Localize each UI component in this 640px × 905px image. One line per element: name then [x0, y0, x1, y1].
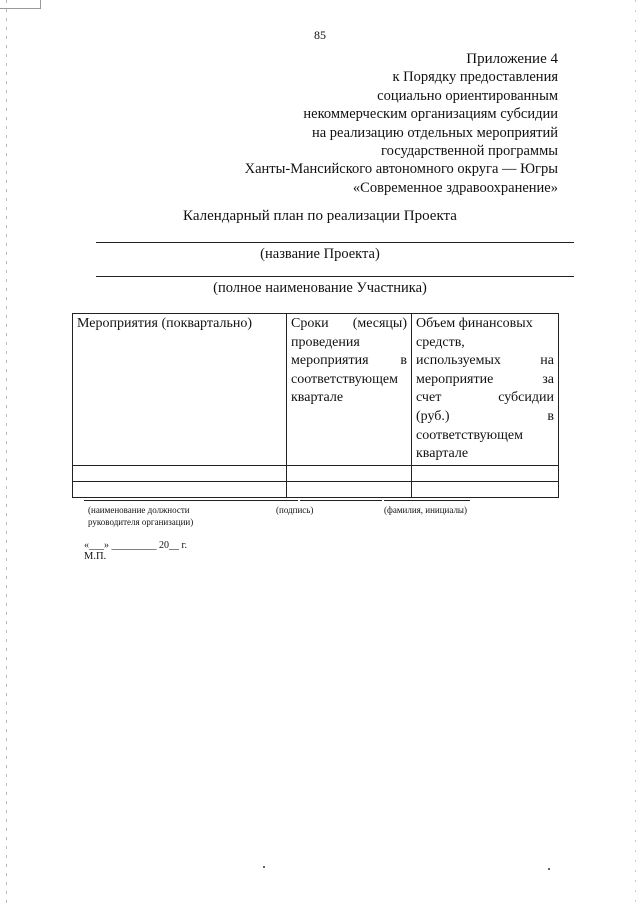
header-funding-line: квартале	[416, 446, 469, 462]
table-cell[interactable]	[287, 481, 412, 497]
signature-caption: (подпись)	[276, 505, 314, 515]
signature-line	[300, 500, 382, 501]
table-row	[73, 465, 559, 481]
header-cell-activities	[73, 314, 287, 466]
table-row	[73, 481, 559, 497]
project-name-line	[96, 242, 574, 243]
header-cell-funding	[412, 314, 559, 466]
table-cell[interactable]	[412, 465, 559, 481]
participant-name-caption: (полное наименование Участника)	[213, 280, 427, 296]
header-funding-line: средств,	[416, 334, 465, 350]
page-number: 85	[314, 28, 326, 42]
header-cell-terms	[287, 314, 412, 466]
scan-speck	[548, 868, 550, 870]
full-name-line	[384, 500, 470, 501]
position-line	[84, 500, 298, 501]
project-name-caption: (название Проекта)	[260, 246, 380, 262]
calendar-plan-table	[72, 313, 559, 498]
table-cell[interactable]	[73, 481, 287, 497]
appendix-line: «Современное здравоохранение»	[352, 179, 558, 196]
header-terms-line: соответствующем	[291, 371, 398, 387]
scan-corner-mark	[0, 0, 41, 9]
table-header-row	[73, 314, 559, 466]
header-funding-line: соответствующем	[416, 427, 523, 443]
table-cell[interactable]	[287, 465, 412, 481]
header-terms-line: проведения	[291, 334, 360, 350]
scan-edge-right	[635, 0, 636, 905]
header-activities-text: Мероприятия (поквартально)	[77, 316, 253, 331]
scan-speck	[263, 866, 265, 868]
date-field: «___» _________ 20__ г.	[84, 540, 187, 551]
plan-title: Календарный план по реализации Проекта	[183, 208, 457, 224]
appendix-line: социально ориентированным	[377, 87, 558, 104]
stamp-place: М.П.	[84, 551, 107, 562]
appendix-header	[245, 50, 558, 197]
header-funding-line: (руб.) в	[416, 408, 554, 424]
appendix-line: некоммерческим организациям субсидии	[303, 106, 558, 123]
appendix-line: к Порядку предоставления	[392, 69, 558, 86]
table-cell[interactable]	[412, 481, 559, 497]
header-funding-line: Объем финансовых	[416, 316, 533, 331]
header-terms-line: Сроки (месяцы)	[291, 316, 407, 331]
header-funding-line: мероприятие за	[416, 371, 554, 387]
appendix-line: государственной программы	[381, 143, 558, 160]
appendix-line: на реализацию отдельных мероприятий	[311, 124, 558, 141]
participant-name-line	[96, 276, 574, 277]
position-caption-line: (наименование должности	[88, 505, 190, 515]
appendix-line: Ханты-Мансийского автономного округа — Югры	[244, 161, 558, 178]
header-terms-line: квартале	[291, 390, 344, 406]
header-funding-line: счет субсидии	[416, 390, 554, 406]
header-funding-line: используемых на	[416, 353, 554, 369]
position-caption	[88, 504, 193, 528]
full-name-caption: (фамилия, инициалы)	[384, 505, 467, 515]
scan-edge-left	[6, 0, 7, 905]
position-caption-line: руководителя организации)	[88, 517, 194, 527]
header-terms-line: мероприятия в	[291, 353, 407, 369]
appendix-line: Приложение 4	[466, 51, 558, 67]
table-cell[interactable]	[73, 465, 287, 481]
